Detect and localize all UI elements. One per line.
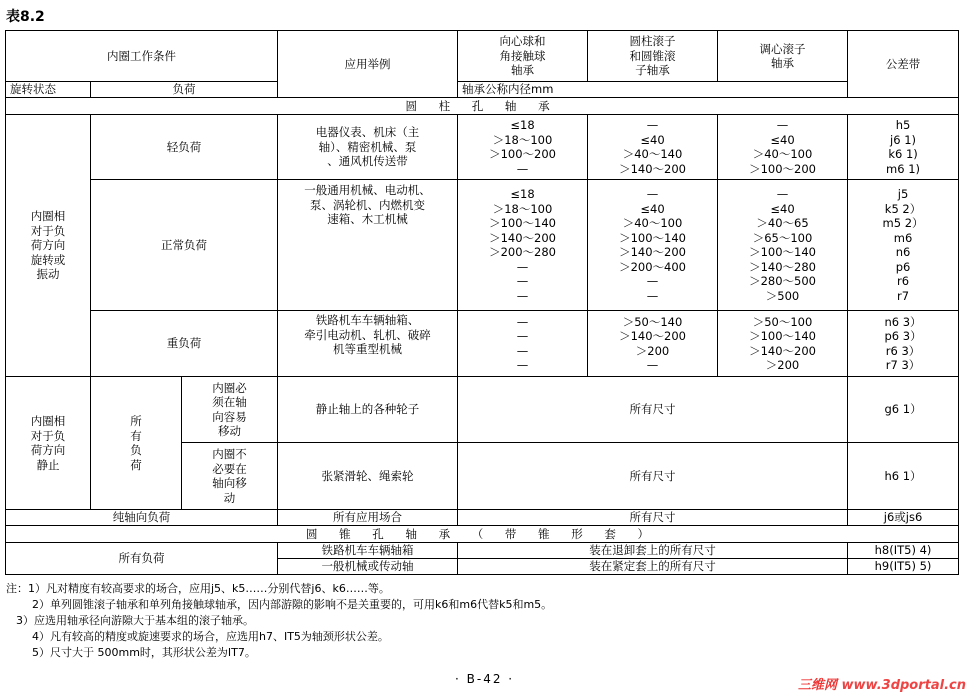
rotating-load-group: 内圈相 对于负 荷方向 旋转或 振动 (6, 115, 91, 377)
header-cylindrical-bearing: 圆柱滚子 和圆锥滚 子轴承 (588, 31, 718, 82)
light-ball-sizes: ≤18 ＞18～100 ＞100～200 — (458, 115, 588, 180)
header-rotation-state: 旋转状态 (6, 82, 91, 98)
header-application: 应用举例 (278, 31, 458, 98)
footnote: 3）应选用轴承径向游隙大于基本组的滚子轴承。 (16, 614, 254, 627)
header-spherical-bearing: 调心滚子 轴承 (718, 31, 848, 82)
easy-axial-move-label: 内圈必 须在轴 向容易 移动 (182, 377, 278, 443)
normal-ball-sizes: ≤18 ＞18～100 ＞100～140 ＞140～200 ＞200～280 — — — (458, 180, 588, 311)
table-title: 表8.2 (6, 9, 45, 25)
light-load-label: 轻负荷 (91, 115, 278, 180)
axial-load-application: 所有应用场合 (278, 510, 458, 526)
axial-load-label: 纯轴向负荷 (6, 510, 278, 526)
heavy-cyl-sizes: ＞50～140 ＞140～200 ＞200 — (588, 311, 718, 377)
normal-cyl-sizes: — ≤40 ＞40～100 ＞100～140 ＞140～200 ＞200～400 — — (588, 180, 718, 311)
taper-row2-size: 装在紧定套上的所有尺寸 (458, 559, 848, 575)
header-load: 负荷 (91, 82, 278, 98)
taper-all-loads-label: 所有负荷 (6, 543, 278, 575)
page-number: · B-42 · (455, 672, 515, 686)
light-load-application: 电器仪表、机床（主 轴）、精密机械、泵 、通风机传送带 (278, 115, 458, 180)
normal-sph-sizes: — ≤40 ＞40～65 ＞65～100 ＞100～140 ＞140～280 ＞280～500 ＞500 (718, 180, 848, 311)
no-move-application: 张紧滑轮、绳索轮 (278, 443, 458, 510)
taper-row1-size: 装在退卸套上的所有尺寸 (458, 543, 848, 559)
light-tolerances: h5 j6 1) k6 1) m6 1) (848, 115, 959, 180)
easy-move-size: 所有尺寸 (458, 377, 848, 443)
watermark-logo (798, 674, 966, 693)
taper-row1-application: 铁路机车车辆轴箱 (278, 543, 458, 559)
watermark-url: www.3dportal.cn (841, 678, 966, 693)
light-sph-sizes: — ≤40 ＞40～100 ＞100～200 (718, 115, 848, 180)
section-cylindrical-bore: 圆 柱 孔 轴 承 (6, 98, 959, 115)
header-diameter: 轴承公称内径mm (458, 82, 848, 98)
no-move-size: 所有尺寸 (458, 443, 848, 510)
stationary-load-group: 内圈相 对于负 荷方向 静止 (6, 377, 91, 510)
taper-row2-tolerance: h9(IT5) 5) (848, 559, 959, 575)
easy-move-tolerance: g6 1） (848, 377, 959, 443)
footnotes (6, 581, 552, 661)
normal-tolerances: j5 k5 2） m5 2） m6 n6 p6 r6 r7 (848, 180, 959, 311)
axial-load-size: 所有尺寸 (458, 510, 848, 526)
axial-load-tolerance: j6或js6 (848, 510, 959, 526)
no-move-tolerance: h6 1） (848, 443, 959, 510)
header-condition: 内圈工作条件 (6, 31, 278, 82)
heavy-sph-sizes: ＞50～100 ＞100～140 ＞140～200 ＞200 (718, 311, 848, 377)
header-ball-bearing: 向心球和 角接触球 轴承 (458, 31, 588, 82)
taper-row1-tolerance: h8(IT5) 4) (848, 543, 959, 559)
light-cyl-sizes: — ≤40 ＞40～140 ＞140～200 (588, 115, 718, 180)
footnote: 4）凡有较高的精度或旋速要求的场合，应选用h7、IT5为轴颈形状公差。 (32, 630, 389, 643)
header-tolerance: 公差带 (848, 31, 959, 98)
taper-row2-application: 一般机械或传动轴 (278, 559, 458, 575)
watermark-text: 三维网 (797, 678, 837, 693)
footnote: 5）尺寸大于 500mm时，其形状公差为IT7。 (32, 646, 256, 659)
heavy-tolerances: n6 3） p6 3） r6 3） r7 3） (848, 311, 959, 377)
heavy-load-application: 铁路机车车辆轴箱、 牵引电动机、轧机、破碎 机等重型机械 (278, 311, 458, 377)
section-tapered-bore: 圆 锥 孔 轴 承 （ 带 锥 形 套 ） (6, 526, 959, 543)
footnote: 注：1）凡对精度有较高要求的场合，应用j5、k5……分别代替j6、k6……等。 (6, 582, 390, 595)
no-axial-move-label: 内圈不 必要在 轴向移 动 (182, 443, 278, 510)
heavy-ball-sizes: — — — — (458, 311, 588, 377)
normal-load-application: 一般通用机械、电动机、 泵、涡轮机、内燃机变 速箱、木工机械 (278, 180, 458, 311)
heavy-load-label: 重负荷 (91, 311, 278, 377)
all-loads-label: 所 有 负 荷 (91, 377, 182, 510)
tolerance-table (5, 30, 959, 575)
easy-move-application: 静止轴上的各种轮子 (278, 377, 458, 443)
normal-load-label: 正常负荷 (91, 180, 278, 311)
footnote: 2）单列圆锥滚子轴承和单列角接触球轴承，因内部游隙的影响不是关重要的，可用k6和m6代替k5和m5。 (32, 598, 553, 611)
